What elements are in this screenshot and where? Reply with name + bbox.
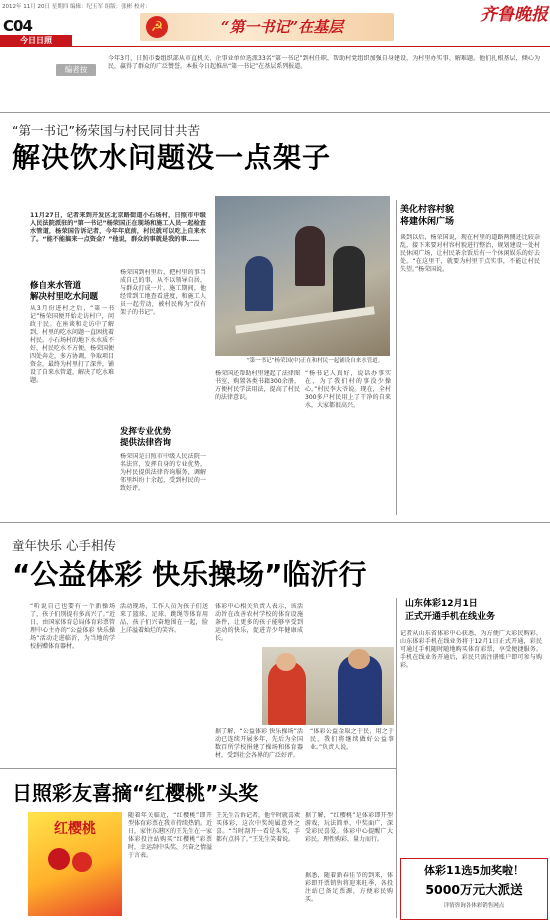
cherry-icon [72, 852, 92, 872]
story3-title: 日照彩友喜摘“红樱桃”头奖 [12, 781, 259, 805]
editor-note-badge: 编者按 [56, 64, 96, 76]
masthead-rule [0, 46, 550, 47]
story1-photo-caption: “第一书记”杨荣国(中)正在和村民一起铺设自来水管道。 [246, 358, 384, 364]
story2-body-5: “体彩公益金取之于民、用之于民，我们将继续做好公益事业。”负责人说。 [310, 728, 394, 751]
section-tab: 今日日照 [0, 35, 72, 46]
promo-box [400, 858, 548, 920]
story1-side-title: 美化村容村貌 将建休闲广场 [400, 205, 455, 227]
story3-body-4: 据悉，随着新春佳节的到来，体彩即开票销售将迎来旺季，各投注站已备足票源，方便彩民购买。 [305, 872, 393, 903]
editor-note [0, 52, 550, 110]
story2-side-title: 山东体彩12月1日 正式开通手机在线业务 [405, 599, 496, 622]
story1-side-body: 谈到以后，杨荣国说，现在村里的道路两侧还比较杂乱，接下来要对村容村貌进行整治，规划建设一处村民休闲广场，让村民茶余饭后有一个休闲娱乐的好去处。“在这里干，就要为村里干点实事，不能让村民失望。”杨荣国说。 [400, 234, 540, 273]
editor-note-text: 今年3月，日照市委组织部从市直机关、企事业单位选派33名“第一书记”到村任职，帮助村党组织加强自身建设，为村里办实事、解难题。他们扎根基层，倾心为民，赢得了群众的广泛赞誉。本报今日起推出“第一书记”在基层系列报道。 [108, 55, 540, 70]
party-emblem-icon: ☭ [146, 16, 168, 38]
story2-photo [262, 647, 394, 725]
rule-1 [0, 112, 550, 113]
promo-line-1: 体彩11选5加奖啦！ [424, 864, 524, 877]
cherry-icon [48, 848, 70, 870]
story1-subhead-2: 发挥专业优势 提供法律咨询 [120, 427, 172, 448]
story1-body-3: 杨荣国是日照市中级人民法院一名法官，发挥自身的专业优势，为村民提供法律咨询服务，调解邻里纠纷十余起，受到村民的一致好评。 [120, 453, 206, 492]
story2-title: “公益体彩 快乐操场”临沂行 [12, 558, 367, 591]
newspaper-logo: 齐鲁晚报 [480, 5, 548, 25]
masthead [0, 0, 550, 44]
story1-body-6: “杨书记人真好，说话办事实在，为了我们村的事没少操心。”村民李大爷说。现在，全村300多户村民用上了干净的自来水，大家都很高兴。 [305, 370, 391, 409]
story2-kicker: 童年快乐 心手相传 [12, 538, 116, 553]
story1-body-2: 杨荣国到村里后，把村里的事当成自己的事，从不以领导自居，与群众打成一片。施工期间，他经常到工地查看进度，和施工人员一起劳动，被村民称为“没有架子的书记”。 [120, 269, 206, 316]
banner [140, 13, 394, 41]
promo-line-3: 详情咨询各体彩销售网点 [443, 903, 505, 909]
person-figure [245, 256, 273, 311]
story1-body-5: 杨荣国还帮助村里建起了法律图书室，购置各类书籍300余册，方便村民学法用法，提高了村民的法律意识。 [215, 370, 300, 401]
banner-title: “第一书记”在基层 [220, 18, 344, 36]
ad-text: 红樱桃 [54, 821, 96, 837]
story2-body-3: 体彩中心相关负责人表示，该活动旨在改善农村学校的体育设施条件，让更多的孩子能够享受到运动的快乐，促进青少年健康成长。 [215, 603, 303, 642]
side-divider [396, 200, 397, 515]
person-figure [295, 226, 325, 286]
rule-2 [0, 522, 550, 523]
story3-ad-image [28, 812, 122, 916]
dateline: 2012年 11月 20日 星期四 编辑：纪玉军 组版：张彬 校对： [2, 4, 151, 10]
child-face [276, 653, 296, 671]
story3-body-2: 王先生告诉记者，他平时就喜欢买体彩，这次中奖纯属意外之喜。“当时刮开一看是头奖，手都有点抖了。”王先生笑着说。 [216, 812, 300, 843]
promo-line-2: 5000万元大派送 [425, 882, 523, 897]
story3-body-1: 随着年关临近，“红樱桃”即开型体育彩票在我市持续热销。近日，家住东港区的王先生在一家体彩投注站购买“红樱桃”彩票时，幸运刮中头奖，兴奋之情溢于言表。 [128, 812, 212, 859]
story1-kicker: “第一书记”杨荣国与村民同甘共苦 [12, 123, 200, 138]
adult-face [348, 649, 370, 669]
story2-body-2: 活动现场，工作人员为孩子们送来了篮球、足球、跳绳等体育用品，孩子们兴奋地围在一起，脸上洋溢着灿烂的笑容。 [120, 603, 208, 634]
story1-subhead-1: 修自来水管道 解决村里吃水问题 [30, 281, 99, 302]
story2-body-1: “听说自己也要有一个新操场了，孩子们别提有多高兴了。”近日，由国家体育总局体育彩票管理中心主办的“公益体彩 快乐操场”活动走进临沂，为当地的学校捐赠体育器材。 [30, 603, 115, 650]
story1-lead: 11月27日，记者来到开发区北京路街道小石场村，日照市中级人民法院派驻的“第一书记”杨荣国正在现场和施工人员一起检查水管道，杨荣国告诉记者，今年年底前，村民就可以吃上自来水了。“能不能搞来一点资金？”他说，群众的事就是我的事…… [30, 212, 206, 243]
story3-body-3: 据了解，“红樱桃”是体彩即开型游戏，玩法简单，中奖面广，深受彩民喜爱。体彩中心提醒广大彩民，理性购彩，量力而行。 [305, 812, 393, 843]
rule-3 [0, 768, 396, 769]
story1-body-1: 从3月份进村之后，“第一书记”杨荣国便开始走访村户，问政于民。在座谈和走访中了解到，村里的吃水问题一直困扰着村民。小石场村的地下水水质不好，村民吃水不方便。杨荣国便四处奔走，多方协调，争取项目资金，最终为村里打了深井，铺设了自来水管道，解决了吃水难题。 [30, 305, 114, 384]
page-number: C04 [3, 17, 32, 35]
story1-title: 解决饮水问题没一点架子 [12, 141, 332, 174]
story1-photo [215, 196, 390, 356]
side-divider-2 [396, 598, 397, 918]
story2-side-body: 记者从山东省体彩中心获悉，为方便广大彩民购彩，山东体彩手机在线业务将于12月1日正式开通，彩民可通过手机随时随地购买体育彩票，享受便捷服务。手机在线业务开通后，彩民只需注册账户即可参与购彩。 [400, 630, 542, 669]
story2-body-4: 据了解，“公益体彩 快乐操场”活动已连续开展多年，先后为全国数百所学校捐建了操场和体育器材，受到社会各界的广泛好评。 [215, 728, 303, 759]
person-figure [333, 246, 365, 316]
